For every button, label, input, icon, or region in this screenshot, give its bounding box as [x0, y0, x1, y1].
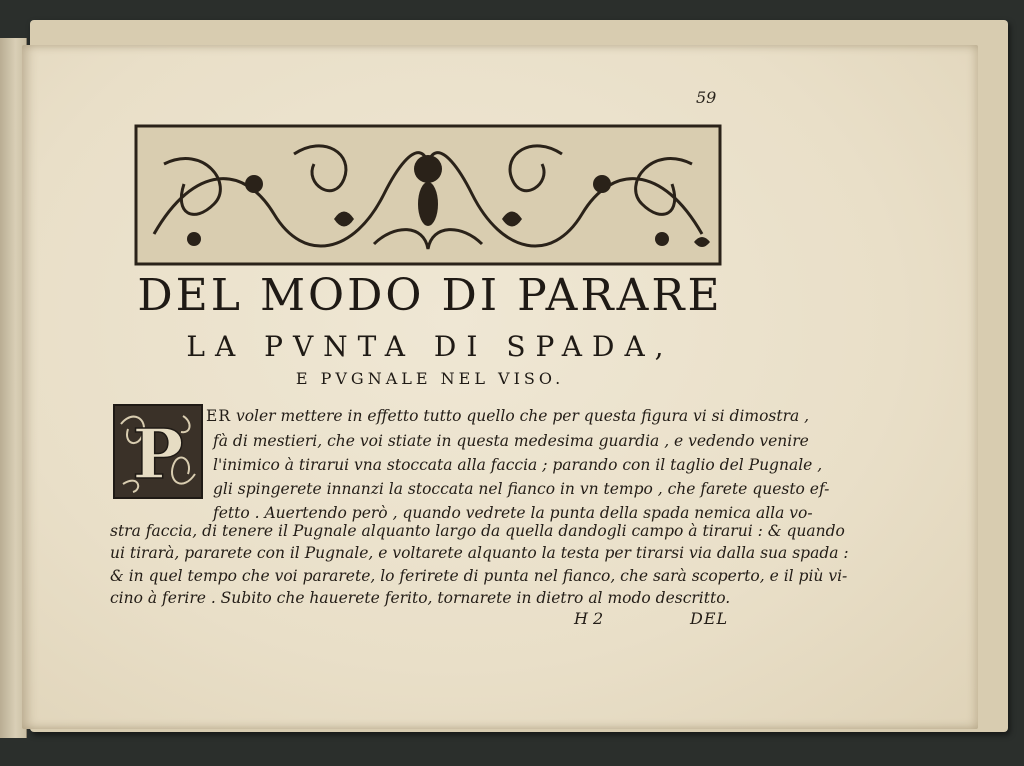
initial-letter: P: [132, 415, 184, 495]
catchword: DEL: [690, 609, 729, 628]
decorated-initial: [113, 404, 203, 499]
signature-mark: H 2: [574, 609, 604, 628]
chapter-subtitle: LA PVNTA DI SPADA,: [186, 330, 674, 363]
text-line-8: & in quel tempo che voi pararete, lo ferirete di punta nel fianco, che sarà scoperto, e il più vi-: [110, 567, 848, 585]
chapter-title: DEL MODO DI PARARE: [137, 270, 723, 321]
first-word: ER: [206, 407, 231, 425]
ornamental-headpiece: [134, 124, 722, 266]
text-line-7: ui tirarà, pararete con il Pugnale, e voltarete alquanto la testa per tirarsi via dalla sua spada :: [110, 544, 849, 562]
chapter-subtitle-line-2: E PVGNALE NEL VISO.: [295, 369, 565, 388]
text-line-1: ER voler mettere in effetto tutto quello che per questa figura vi si dimostra ,: [206, 407, 810, 425]
text-line-2: fà di mestieri, che voi stiate in questa medesima guardia , e vedendo venire: [213, 432, 809, 450]
text-line-5: fetto . Auertendo però , quando vedrete la punta della spada nemica alla vo-: [213, 504, 813, 522]
page-number: 59: [696, 88, 717, 107]
text-line-4: gli spingerete innanzi la stoccata nel fianco in vn tempo , che farete questo ef-: [213, 480, 830, 498]
text-line-9: cino à ferire . Subito che hauerete ferito, tornarete in dietro al modo descritto.: [110, 589, 731, 607]
text-line-6: stra faccia, di tenere il Pugnale alquanto largo da quella dandogli campo à tirarui : & quando: [110, 522, 845, 540]
text-line-3: l'inimico à tirarui vna stoccata alla faccia ; parando con il taglio del Pugnale ,: [213, 456, 823, 474]
